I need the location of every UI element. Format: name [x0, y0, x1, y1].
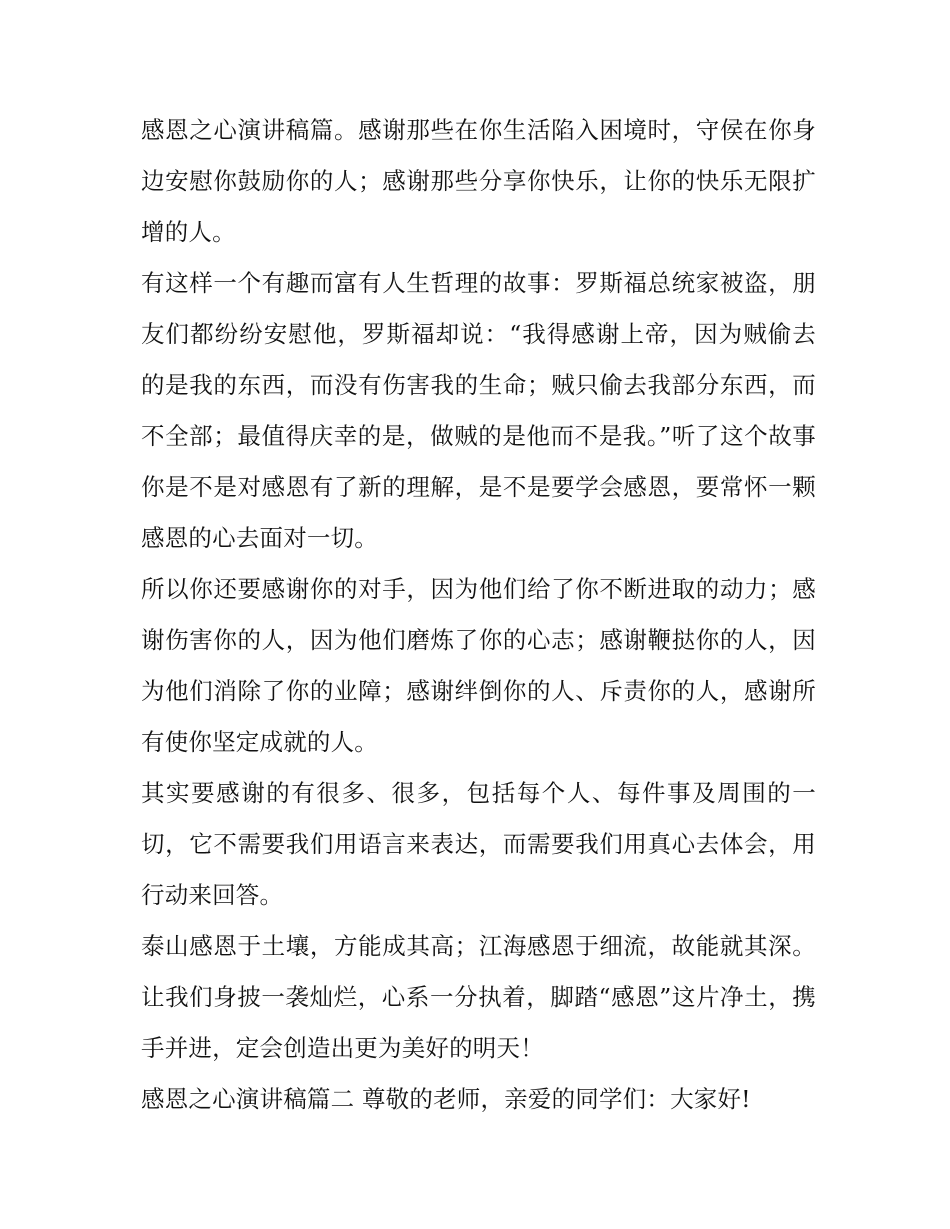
paragraph-1: 感恩之心演讲稿篇。感谢那些在你生活陷入困境时，守侯在你身边安慰你鼓励你的人；感谢那些分享你快乐，让你的快乐无限扩增的人。 — [141, 116, 816, 246]
paragraph-5: 泰山感恩于土壤，方能成其高；江海感恩于细流，故能就其深。 让我们身披一袭灿烂，心系一分执着，脚踏“感恩”这片净土，携手并进，定会创造出更为美好的明天！ — [141, 932, 816, 1062]
paragraph-4: 其实要感谢的有很多、很多，包括每个人、每件事及周围的一切，它不需要我们用语言来表达，而需要我们用真心去体会，用行动来回答。 — [141, 779, 816, 909]
paragraph-6: 感恩之心演讲稿篇二 尊敬的老师，亲爱的同学们：大家好! — [141, 1085, 751, 1113]
paragraph-2: 有这样一个有趣而富有人生哲理的故事：罗斯福总统家被盗，朋友们都纷纷安慰他，罗斯福却说：“我得感谢上帝，因为贼偷去的是我的东西，而没有伤害我的生命；贼只偷去我部分东西，而不全部；最值得庆幸的是，做贼的是他而不是我。”听了这个故事你是不是对感恩有了新的理解，是不是要学会感恩，要常怀一颗感恩的心去面对一切。 — [141, 269, 816, 552]
paragraph-3: 所以你还要感谢你的对手，因为他们给了你不断进取的动力；感谢伤害你的人，因为他们磨炼了你的心志；感谢鞭挞你的人，因为他们消除了你的业障；感谢绊倒你的人、斥责你的人，感谢所有使你坚定成就的人。 — [141, 575, 816, 756]
document-body — [141, 105, 816, 1125]
